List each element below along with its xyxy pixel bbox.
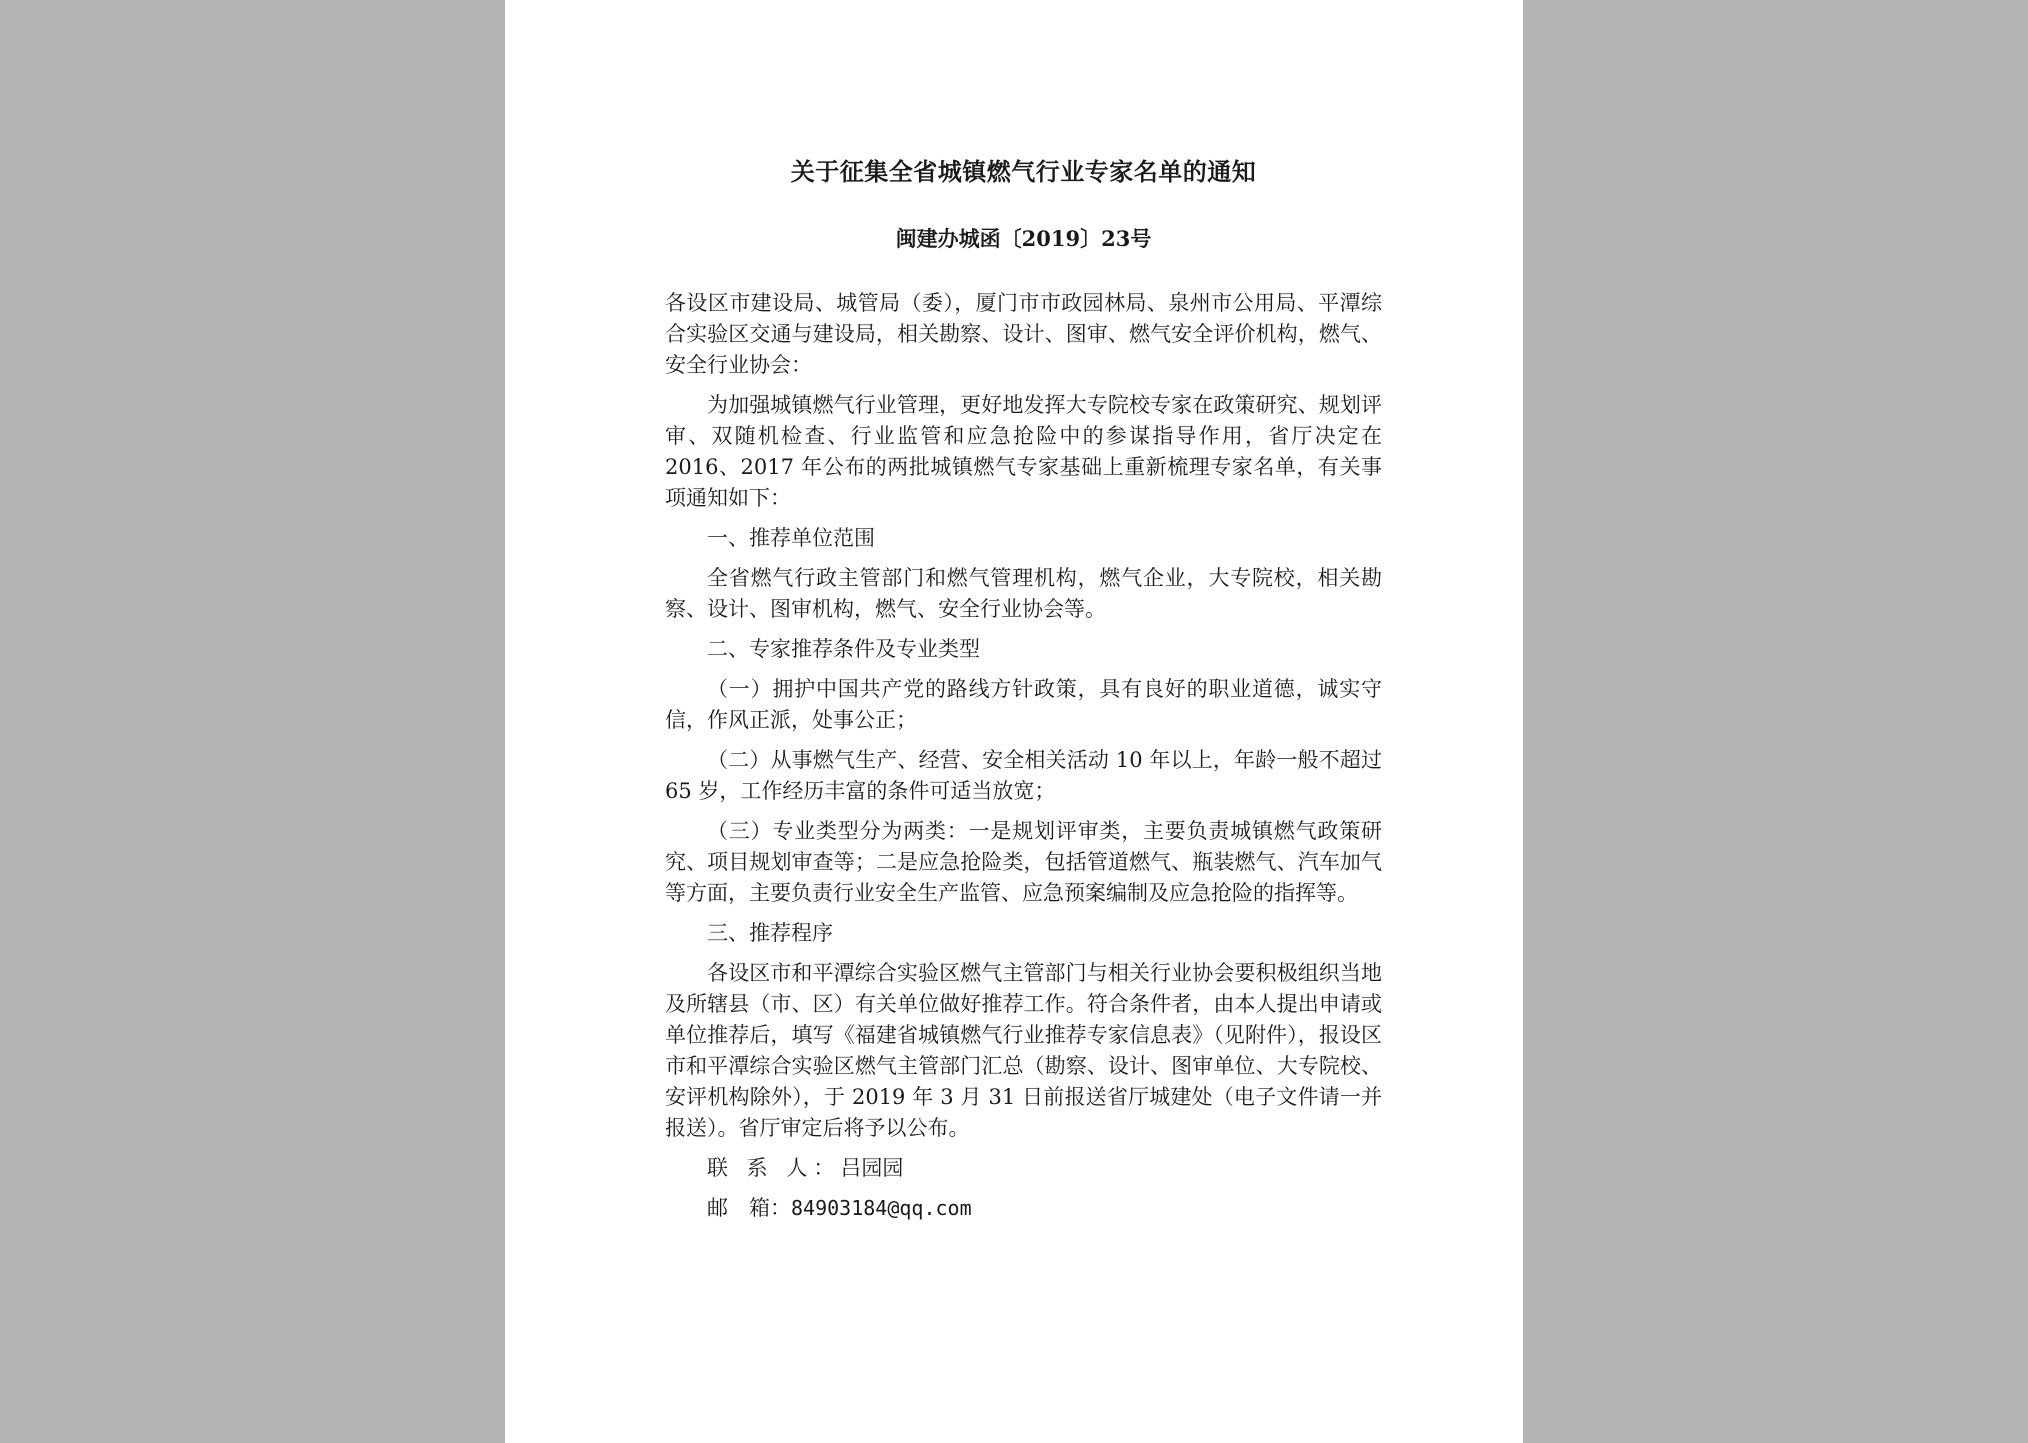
document-number: 闽建办城函〔2019〕23号 — [895, 226, 1152, 251]
contact-person — [665, 1153, 1382, 1184]
section2-item-3: （三）专业类型分为两类：一是规划评审类，主要负责城镇燃气政策研究、项目规划审查等；二是应急抢险类，包括管道燃气、瓶装燃气、汽车加气等方面，主要负责行业安全生产监管、应急预案编制及应急抢险的指挥等。 — [665, 819, 1382, 905]
email-label: 邮 箱： — [707, 1196, 791, 1220]
section2-item-2: （二）从事燃气生产、经营、安全相关活动 10 年以上，年龄一般不超过 65 岁，工作经历丰富的条件可适当放宽； — [665, 748, 1382, 803]
contact-email — [665, 1193, 1382, 1224]
contact-label: 联 系 人： — [707, 1156, 841, 1180]
section2-item-1: （一）拥护中国共产党的路线方针政策，具有良好的职业道德，诚实守信，作风正派，处事公正； — [665, 677, 1382, 732]
email-value: 84903184@qq.com — [791, 1196, 972, 1220]
intro-paragraph: 为加强城镇燃气行业管理，更好地发挥大专院校专家在政策研究、规划评审、双随机检查、行业监管和应急抢险中的参谋指导作用，省厅决定在 2016、2017 年公布的两批城镇燃气专家基础上重新梳理专家名单，有关事项通知如下： — [665, 393, 1382, 510]
document-body — [665, 288, 1382, 1233]
document-title: 关于征集全省城镇燃气行业专家名单的通知 — [790, 157, 1257, 186]
section3-paragraph: 各设区市和平潭综合实验区燃气主管部门与相关行业协会要积极组织当地及所辖县（市、区）有关单位做好推荐工作。符合条件者，由本人提出申请或单位推荐后，填写《福建省城镇燃气行业推荐专家信息表》（见附件），报设区市和平潭综合实验区燃气主管部门汇总（勘察、设计、图审单位、大专院校、安评机构除外），于 2019 年 3 月 31 日前报送省厅城建处（电子文件请一并报送）。省厅审定后将予以公布。 — [665, 961, 1382, 1140]
section3-heading: 三、推荐程序 — [707, 921, 833, 945]
document-page — [505, 0, 1523, 1443]
contact-name: 吕园园 — [840, 1156, 904, 1180]
section2-heading: 二、专家推荐条件及专业类型 — [707, 637, 980, 661]
section1-paragraph: 全省燃气行政主管部门和燃气管理机构，燃气企业，大专院校，相关勘察、设计、图审机构，燃气、安全行业协会等。 — [665, 566, 1382, 621]
addressee-paragraph: 各设区市建设局、城管局（委），厦门市市政园林局、泉州市公用局、平潭综合实验区交通与建设局，相关勘察、设计、图审、燃气安全评价机构，燃气、安全行业协会： — [665, 291, 1382, 377]
section1-heading: 一、推荐单位范围 — [707, 526, 875, 550]
